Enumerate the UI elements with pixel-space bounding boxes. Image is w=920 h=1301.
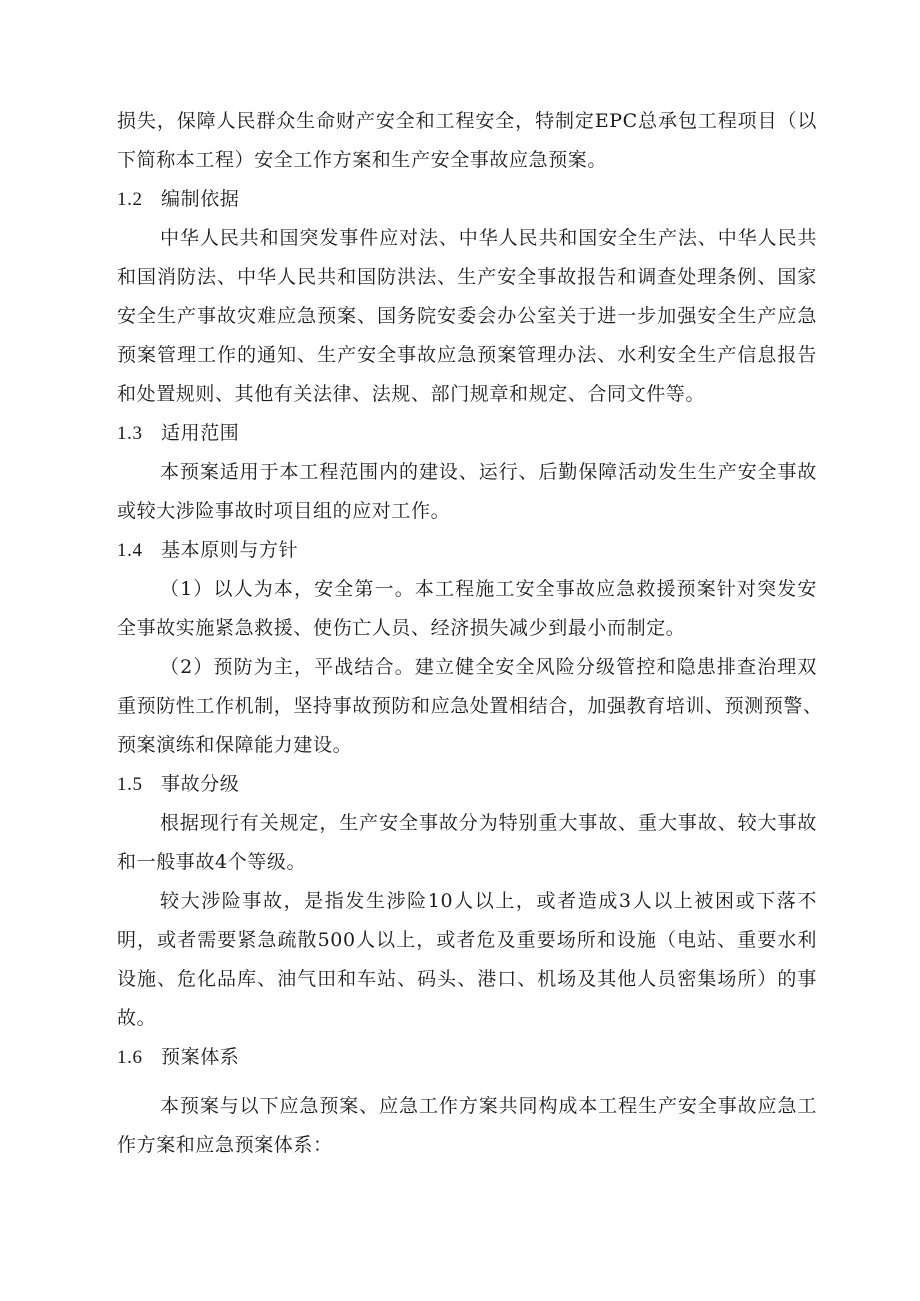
paragraph-line: 中华人民共和国突发事件应对法、中华人民共和国安全生产法、中华人民共 [160, 227, 817, 249]
paragraph-line: （2）预防为主，平战结合。建立健全安全风险分级管控和隐患排查治理双 [160, 656, 817, 678]
section-title: 预案体系 [161, 1046, 240, 1068]
paragraph-line: 较大涉险事故，是指发生涉险10人以上，或者造成3人以上被困或下落不 [160, 890, 817, 912]
section-heading-1-2 [117, 186, 239, 213]
paragraph-line: 故。 [117, 1007, 157, 1029]
paragraph-line: 和一般事故4个等级。 [117, 851, 307, 873]
section-heading-1-3 [117, 420, 239, 447]
paragraph-line: 预案管理工作的通知、生产安全事故应急预案管理办法、水利安全生产信息报告 [117, 344, 817, 366]
section-heading-1-4 [117, 537, 298, 564]
paragraph-line: 本预案适用于本工程范围内的建设、运行、后勤保障活动发生生产安全事故 [160, 461, 817, 483]
paragraph-line: 和国消防法、中华人民共和国防洪法、生产安全事故报告和调查处理条例、国家 [117, 266, 817, 288]
section-title: 基本原则与方针 [161, 539, 299, 561]
section-title: 编制依据 [161, 188, 240, 210]
paragraph-line: 预案演练和保障能力建设。 [117, 734, 353, 756]
intro-line-2: 下简称本工程）安全工作方案和生产安全事故应急预案。 [117, 149, 608, 171]
paragraph-line: 设施、危化品库、油气田和车站、码头、港口、机场及其他人员密集场所）的事 [117, 968, 817, 990]
paragraph-line: 安全生产事故灾难应急预案、国务院安委会办公室关于进一步加强安全生产应急 [117, 305, 817, 327]
section-title: 适用范围 [161, 422, 240, 444]
paragraph-line: 明，或者需要紧急疏散500人以上，或者危及重要场所和设施（电站、重要水利 [117, 929, 817, 951]
paragraph-line: 全事故实施紧急救援、使伤亡人员、经济损失减少到最小而制定。 [117, 617, 686, 639]
section-title: 事故分级 [161, 773, 240, 795]
intro-line-1: 损失，保障人民群众生命财产安全和工程安全，特制定EPC总承包工程项目（以 [117, 110, 817, 132]
section-number: 1.4 [117, 540, 143, 561]
paragraph-line: 和处置规则、其他有关法律、法规、部门规章和规定、合同文件等。 [117, 383, 706, 405]
paragraph-line: 根据现行有关规定，生产安全事故分为特别重大事故、重大事故、较大事故 [160, 812, 817, 834]
paragraph-line: （1）以人为本，安全第一。本工程施工安全事故应急救援预案针对突发安 [160, 578, 817, 600]
section-number: 1.5 [117, 774, 143, 795]
section-number: 1.3 [117, 423, 143, 444]
section-heading-1-6 [117, 1044, 239, 1071]
section-number: 1.2 [117, 189, 143, 210]
paragraph-line: 本预案与以下应急预案、应急工作方案共同构成本工程生产安全事故应急工 [160, 1095, 817, 1117]
paragraph-line: 作方案和应急预案体系： [117, 1134, 333, 1156]
paragraph-line: 或较大涉险事故时项目组的应对工作。 [117, 500, 451, 522]
section-heading-1-5 [117, 771, 239, 798]
section-number: 1.6 [117, 1047, 143, 1068]
paragraph-line: 重预防性工作机制，坚持事故预防和应急处置相结合，加强教育培训、预测预警、 [117, 695, 823, 717]
